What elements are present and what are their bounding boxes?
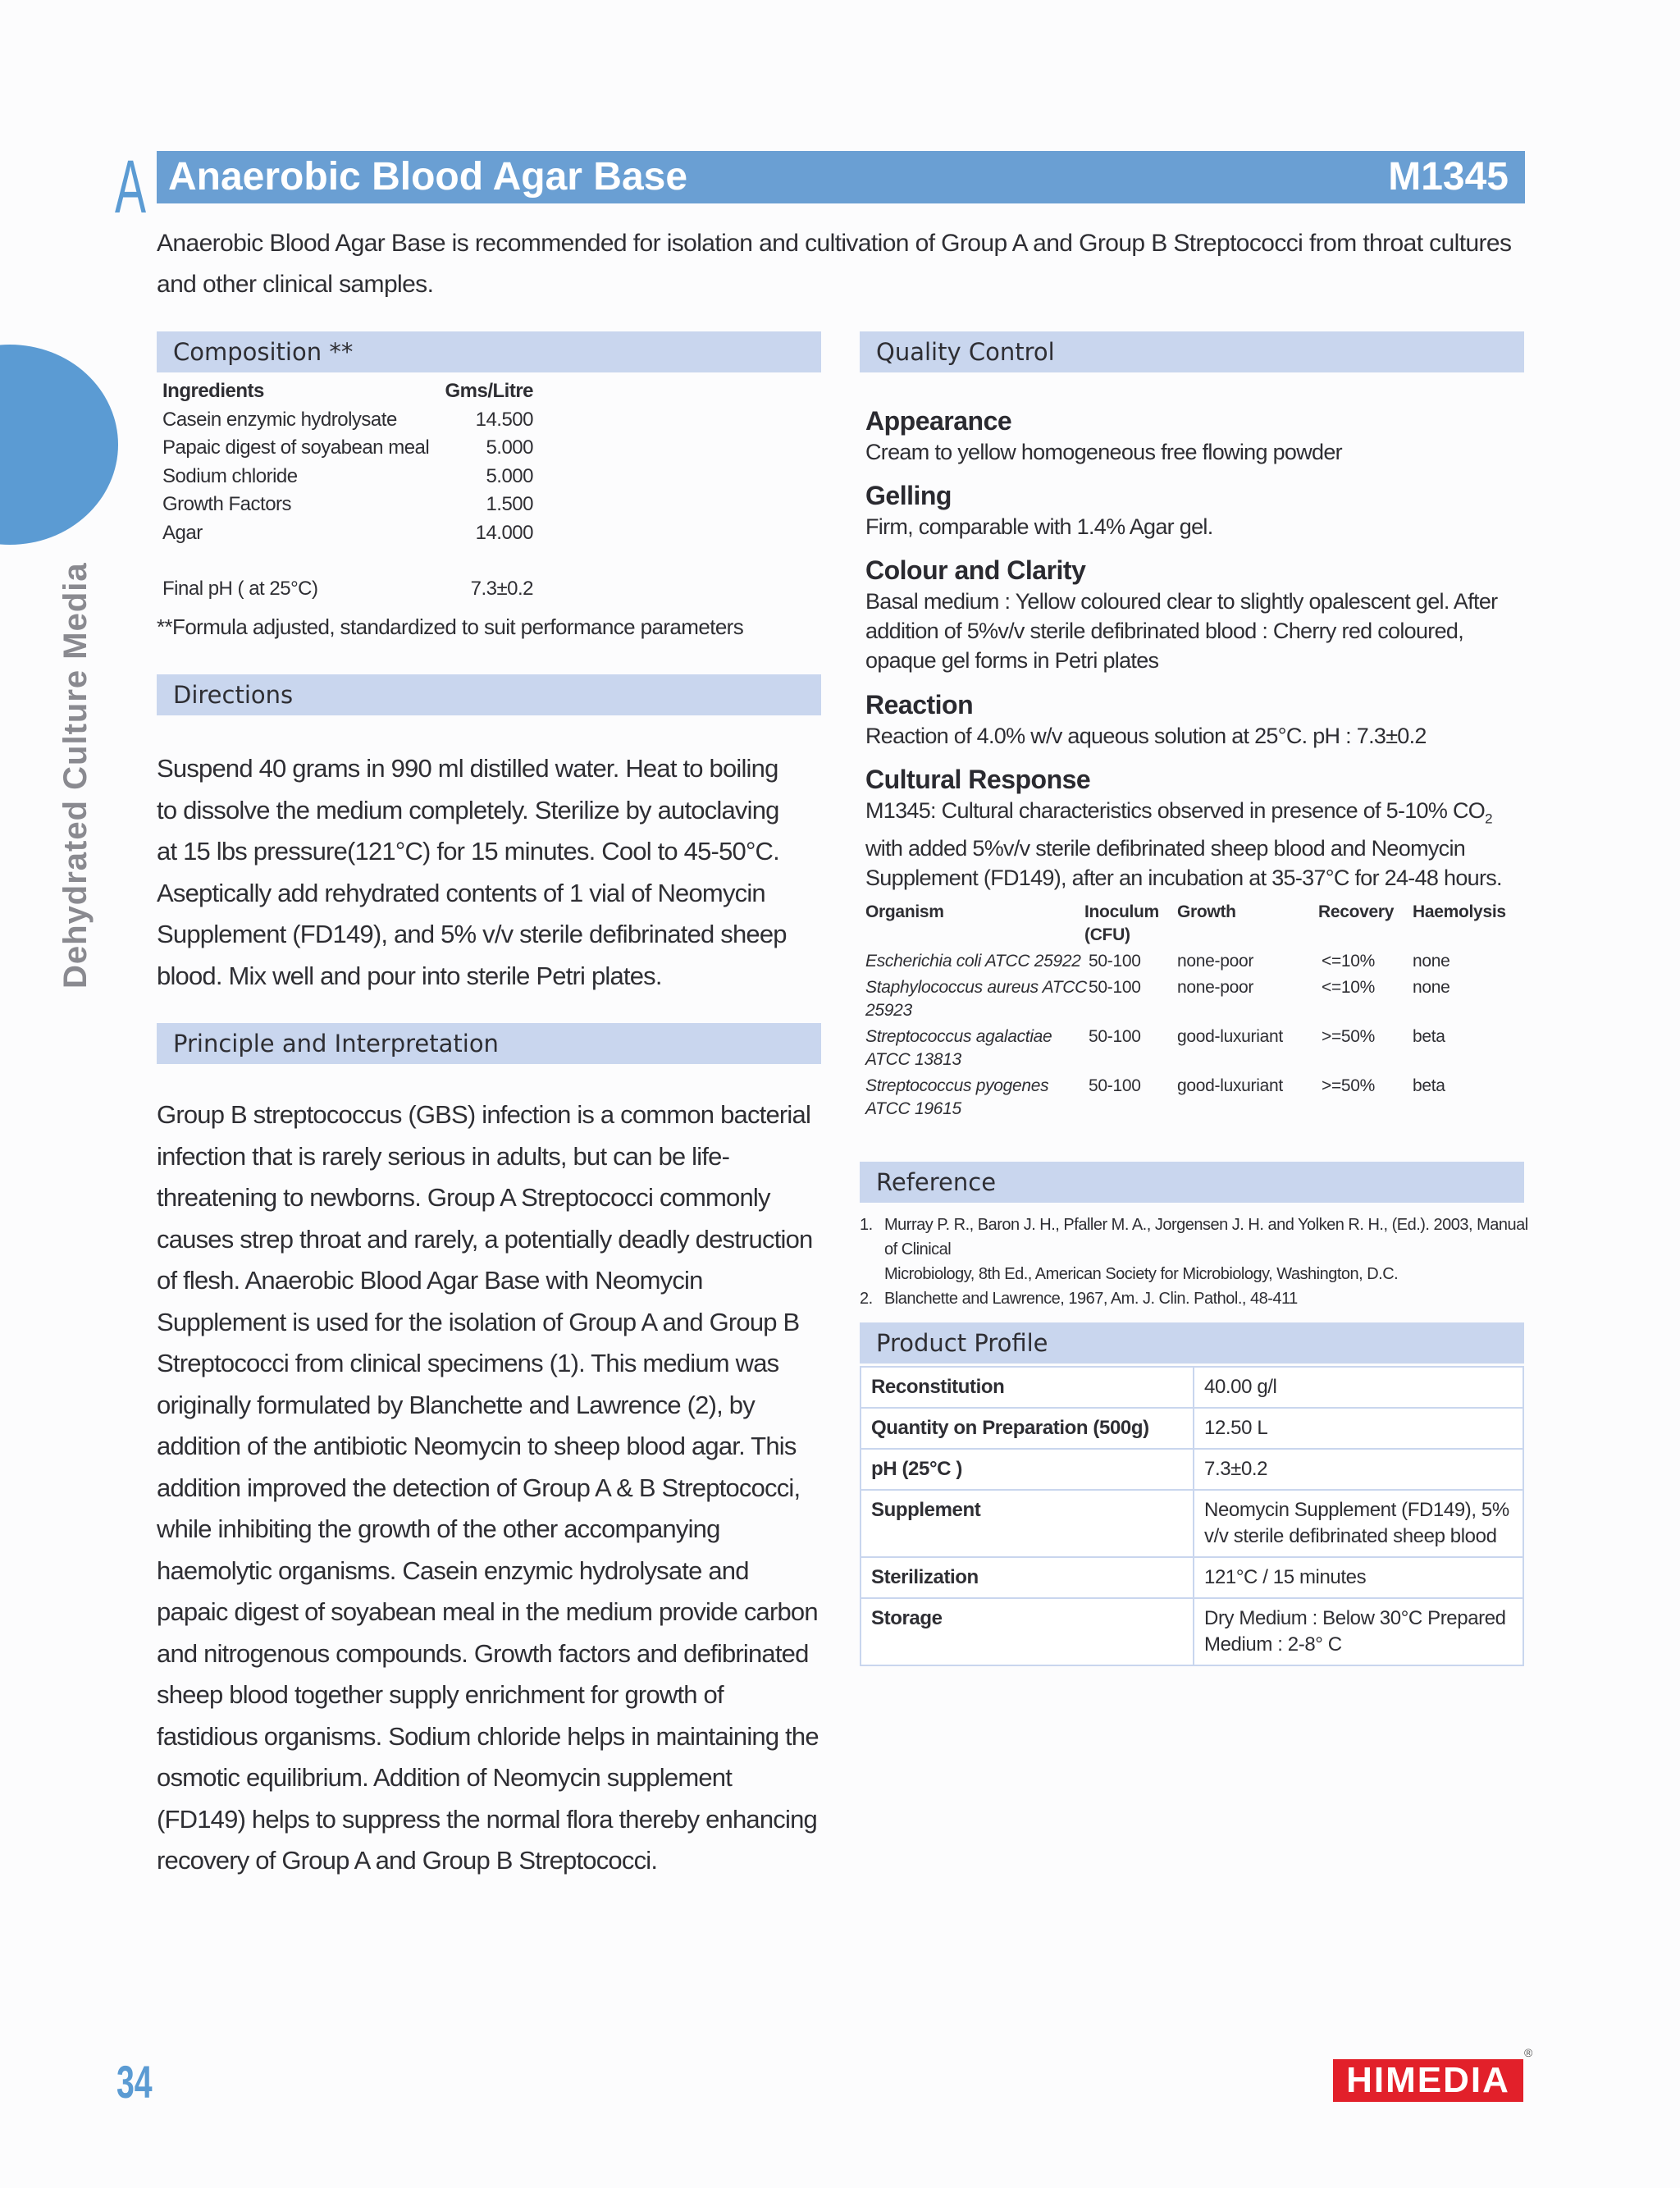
profile-row <box>861 1558 1522 1597</box>
side-tab-circle <box>0 345 118 545</box>
product-code: M1345 <box>1388 155 1509 199</box>
reference-line: Murray P. R., Baron J. H., Pfaller M. A., Jorgensen J. H. and Yolken R. H., (Ed.). 2003, Manual of Clinical <box>884 1216 1528 1258</box>
cultural-text-part2: with added 5%v/v sterile defibrinated sheep blood and Neomycin Supplement (FD149), after an incubation at 35-37°C for 24-48 hours. <box>865 836 1502 891</box>
organism-name: Escherichia coli ATCC 25922 <box>865 952 1081 971</box>
profile-key: Sterilization <box>861 1558 1193 1597</box>
col-gms-litre: Gms/Litre <box>445 380 533 402</box>
side-label-text: Dehydrated Culture Media <box>57 562 94 989</box>
ingredient-name: Casein enzymic hydrolysate <box>162 408 397 431</box>
organism-name: Streptococcus pyogenes <box>865 1076 1049 1095</box>
profile-value: 12.50 L <box>1194 1409 1522 1448</box>
reference-item <box>860 1213 1532 1286</box>
ingredient-value: 1.500 <box>486 493 533 515</box>
cultural-response-heading: Cultural Response <box>865 765 1091 794</box>
organism-inoculum: 50-100 <box>1089 978 1141 997</box>
col-ingredients: Ingredients <box>162 380 264 402</box>
composition-row <box>162 434 533 463</box>
title-bar <box>157 151 1525 203</box>
reference-number: 1. <box>860 1216 873 1234</box>
profile-key: pH (25°C ) <box>861 1450 1193 1489</box>
directions-heading: Directions <box>157 674 821 715</box>
ingredient-name: Agar <box>162 521 203 544</box>
reference-item <box>860 1286 1532 1311</box>
profile-key: Supplement <box>861 1491 1193 1556</box>
reaction-heading: Reaction <box>865 690 974 719</box>
quality-control-heading: Quality Control <box>860 331 1524 372</box>
principle-text: Group B streptococcus (GBS) infection is a common bacterial infection that is rarely serious in adults, but can be life-threatening to newborns. Group A Streptococci commonly causes strep throat and rarely, a potentially deadly destruction of flesh. Anaerobic Blood Agar Base with Neomycin Supplement is used for the isolation of Group A and Group B Streptococci from clinical specimens (1). This medium was originally formulated by Blanchette and Lawrence (2), by addition of the antibiotic Neomycin to sheep blood agar. This addition improved the detection of Group A & B Streptococci, while inhibiting the growth of the other accompanying haemolytic organisms. Casein enzymic hydrolysate and papaic digest of soyabean meal in the medium provide carbon and nitrogenous compounds. Growth factors and defibrinated sheep blood together supply enrichment for growth of fastidious organisms. Sodium chloride helps in maintaining the osmotic equilibrium. Addition of Neomycin supplement (FD149) helps to suppress the normal flora thereby enhancing recovery of Group A and Group B Streptococci. <box>157 1100 819 1875</box>
composition-header-row <box>162 377 533 406</box>
ingredient-value: 14.000 <box>475 521 533 544</box>
organism-name: Staphylococcus aureus ATCC <box>865 978 1087 997</box>
composition-row <box>162 491 533 519</box>
appearance-heading: Appearance <box>865 406 1012 436</box>
composition-row <box>162 406 533 435</box>
organism-name-cont: ATCC 19615 <box>865 1099 961 1118</box>
ingredient-value: 5.000 <box>486 436 533 459</box>
organism-name-cont: 25923 <box>865 1001 912 1020</box>
appearance-text: Cream to yellow homogeneous free flowing powder <box>865 440 1342 464</box>
profile-row <box>861 1450 1522 1489</box>
colour-clarity-heading: Colour and Clarity <box>865 555 1086 585</box>
profile-value: 40.00 g/l <box>1194 1368 1522 1407</box>
organism-name-cont: ATCC 13813 <box>865 1050 961 1069</box>
ingredient-name: Sodium chloride <box>162 464 298 487</box>
ingredient-value: 14.500 <box>475 408 533 431</box>
reference-heading: Reference <box>860 1162 1524 1203</box>
reference-line: Blanchette and Lawrence, 1967, Am. J. Clin. Pathol., 48-411 <box>884 1290 1298 1308</box>
organism-name: Streptococcus agalactiae <box>865 1027 1052 1046</box>
profile-key: Storage <box>861 1599 1193 1665</box>
gelling-heading: Gelling <box>865 481 952 510</box>
composition-footnote: **Formula adjusted, standardized to suit performance parameters <box>157 614 744 639</box>
header-haemolysis: Haemolysis <box>1413 902 1506 921</box>
organism-recovery: >=50% <box>1322 1076 1376 1095</box>
final-ph-label: Final pH ( at 25°C) <box>162 578 318 600</box>
reference-number: 2. <box>860 1290 873 1308</box>
organism-growth: good-luxuriant <box>1177 1027 1283 1046</box>
organism-inoculum: 50-100 <box>1089 952 1141 971</box>
organism-inoculum: 50-100 <box>1089 1076 1141 1095</box>
organism-recovery: <=10% <box>1322 952 1376 971</box>
composition-row <box>162 519 533 548</box>
himedia-logo: HIMEDIA <box>1333 2059 1523 2102</box>
header-growth: Growth <box>1177 902 1236 921</box>
header-cfu: (CFU) <box>1084 925 1130 944</box>
reference-line: Microbiology, 8th Ed., American Society for Microbiology, Washington, D.C. <box>884 1265 1399 1283</box>
header-organism: Organism <box>865 902 944 921</box>
ingredient-value: 5.000 <box>486 464 533 487</box>
page-number: 34 <box>116 2056 153 2108</box>
colour-clarity-text: Basal medium : Yellow coloured clear to slightly opalescent gel. After addition of 5%v/v sterile defibrinated blood : Cherry red coloured, opaque gel forms in Petri plates <box>865 589 1498 673</box>
header-recovery: Recovery <box>1318 902 1395 921</box>
reference-list <box>860 1213 1532 1311</box>
cultural-text-part1: M1345: Cultural characteristics observed in presence of 5-10% CO <box>865 798 1486 823</box>
organism-recovery: >=50% <box>1322 1027 1376 1046</box>
profile-key: Quantity on Preparation (500g) <box>861 1409 1193 1448</box>
organism-recovery: <=10% <box>1322 978 1376 997</box>
composition-row <box>162 463 533 491</box>
co2-subscript: 2 <box>1485 811 1492 827</box>
ingredient-name: Papaic digest of soyabean meal <box>162 436 430 459</box>
profile-value: 121°C / 15 minutes <box>1194 1558 1522 1597</box>
final-ph-value: 7.3±0.2 <box>470 578 533 600</box>
organism-haemolysis: none <box>1413 952 1450 971</box>
profile-row <box>861 1409 1522 1448</box>
organism-growth: none-poor <box>1177 978 1254 997</box>
header-inoculum: Inoculum <box>1084 902 1159 921</box>
organism-growth: none-poor <box>1177 952 1254 971</box>
organism-haemolysis: none <box>1413 978 1450 997</box>
organism-haemolysis: beta <box>1413 1027 1445 1046</box>
intro-text: Anaerobic Blood Agar Base is recommended for isolation and cultivation of Group A and Group B Streptococci from throat cultures and other clinical samples. <box>157 230 1512 298</box>
profile-value: Dry Medium : Below 30°C Prepared Medium : 2-8° C <box>1194 1599 1522 1665</box>
organism-table <box>865 901 1522 1131</box>
composition-table <box>162 377 533 604</box>
ingredient-name: Growth Factors <box>162 493 292 515</box>
profile-key: Reconstitution <box>861 1368 1193 1407</box>
product-profile-heading: Product Profile <box>860 1322 1524 1364</box>
page-title: Anaerobic Blood Agar Base <box>168 155 688 199</box>
profile-value: 7.3±0.2 <box>1194 1450 1522 1489</box>
profile-value: Neomycin Supplement (FD149), 5% v/v sterile defibrinated sheep blood <box>1194 1491 1522 1556</box>
principle-heading: Principle and Interpretation <box>157 1023 821 1064</box>
organism-inoculum: 50-100 <box>1089 1027 1141 1046</box>
cultural-response-text <box>865 796 1522 893</box>
section-letter: A <box>115 145 147 229</box>
registered-mark: ® <box>1524 2046 1533 2059</box>
organism-haemolysis: beta <box>1413 1076 1445 1095</box>
gelling-text: Firm, comparable with 1.4% Agar gel. <box>865 514 1213 539</box>
composition-heading: Composition ** <box>157 331 821 372</box>
product-profile-table <box>860 1366 1524 1666</box>
profile-row <box>861 1368 1522 1407</box>
reaction-text: Reaction of 4.0% w/v aqueous solution at 25°C. pH : 7.3±0.2 <box>865 724 1427 748</box>
final-ph-row <box>162 575 533 604</box>
profile-row <box>861 1491 1522 1556</box>
profile-row <box>861 1599 1522 1665</box>
organism-growth: good-luxuriant <box>1177 1076 1283 1095</box>
directions-text: Suspend 40 grams in 990 ml distilled water. Heat to boiling to dissolve the medium completely. Sterilize by autoclaving at 15 lbs pressure(121°C) for 15 minutes. Cool to 45-50°C. Aseptically add rehydrated contents of 1 vial of Neomycin Supplement (FD149), and 5% v/v sterile defibrinated sheep blood. Mix well and pour into sterile Petri plates. <box>157 754 787 990</box>
